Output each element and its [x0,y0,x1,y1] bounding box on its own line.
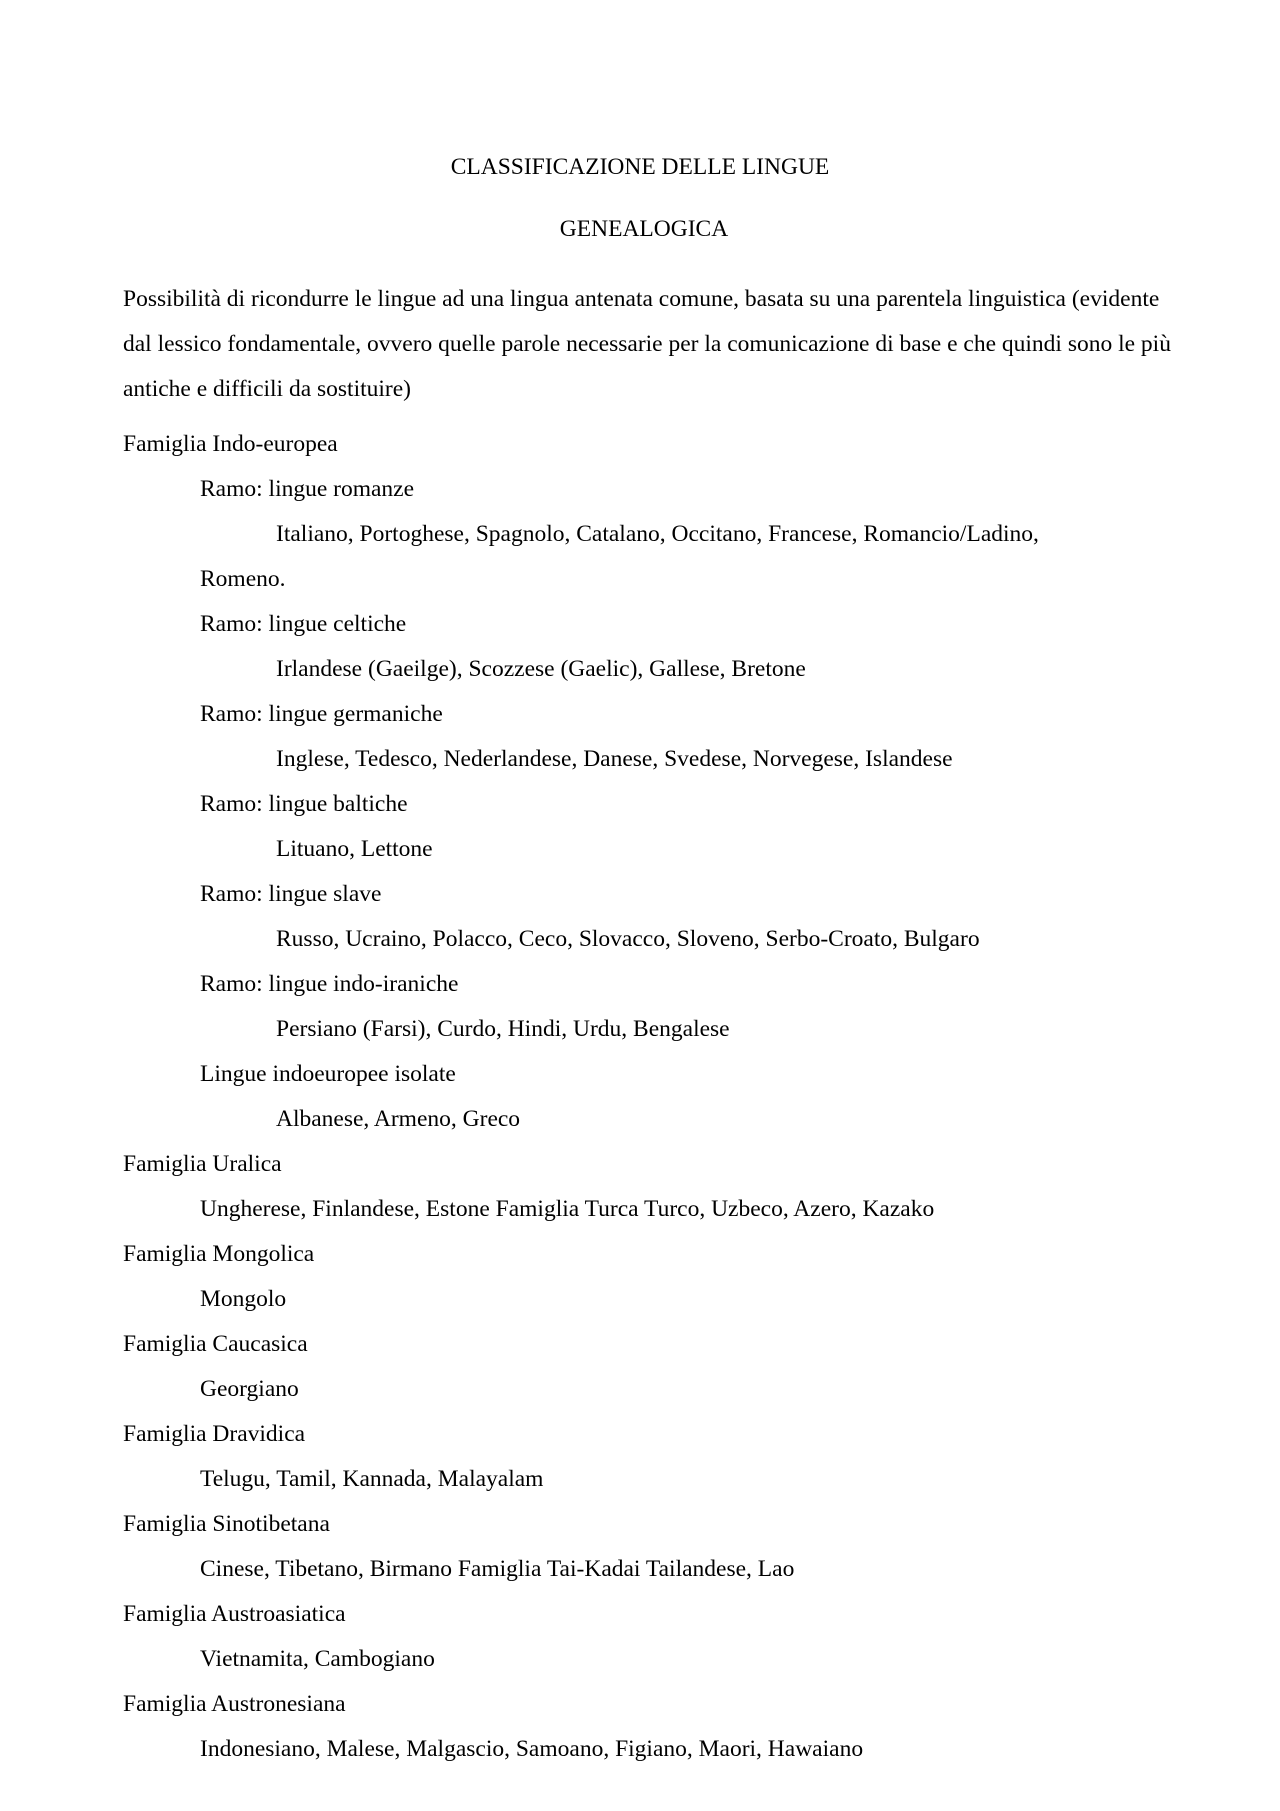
language-list: Telugu, Tamil, Kannada, Malayalam [200,1466,544,1492]
branch-heading: Ramo: lingue celtiche [200,611,407,637]
branch-heading: Lingue indoeuropee isolate [200,1061,456,1087]
branch-heading: Ramo: lingue romanze [200,476,415,502]
document-title: CLASSIFICAZIONE DELLE LINGUE [450,154,830,180]
family-heading: Famiglia Dravidica [123,1421,306,1447]
branch-heading: Ramo: lingue indo-iraniche [200,971,459,997]
branch-heading: Ramo: lingue baltiche [200,791,408,817]
language-list: Cinese, Tibetano, Birmano Famiglia Tai-Kadai Tailandese, Lao [200,1556,795,1582]
branch-heading: Ramo: lingue germaniche [200,701,443,727]
family-heading: Famiglia Austroasiatica [123,1601,346,1627]
intro-paragraph: Possibilità di ricondurre le lingue ad una lingua antenata comune, basata su una parentela linguistica (evidente dal lessico fondamentale, ovvero quelle parole necessarie per la comunicazione di base e che quindi sono le più antiche e difficili da sostituire) [123,286,1171,402]
language-list: Mongolo [200,1286,287,1312]
family-heading: Famiglia Uralica [123,1151,282,1177]
language-list: Italiano, Portoghese, Spagnolo, Catalano, Occitano, Francese, Romancio/Ladino, [276,521,1039,547]
family-heading: Famiglia Mongolica [123,1241,315,1267]
branch-heading: Ramo: lingue slave [200,881,382,907]
family-heading: Famiglia Sinotibetana [123,1511,330,1537]
family-heading: Famiglia Caucasica [123,1331,308,1357]
document-subtitle: GENEALOGICA [559,216,729,242]
family-heading: Famiglia Austronesiana [123,1691,346,1717]
family-heading: Famiglia Indo-europea [123,431,338,457]
language-list: Persiano (Farsi), Curdo, Hindi, Urdu, Bengalese [276,1016,730,1042]
language-list-continuation: Romeno. [200,566,286,592]
language-list: Albanese, Armeno, Greco [276,1106,521,1132]
language-list: Inglese, Tedesco, Nederlandese, Danese, Svedese, Norvegese, Islandese [276,746,953,772]
language-list: Ungherese, Finlandese, Estone Famiglia Turca Turco, Uzbeco, Azero, Kazako [200,1196,935,1222]
language-list: Russo, Ucraino, Polacco, Ceco, Slovacco, Sloveno, Serbo-Croato, Bulgaro [276,926,980,952]
language-list: Indonesiano, Malese, Malgascio, Samoano, Figiano, Maori, Hawaiano [200,1736,864,1762]
language-list: Lituano, Lettone [276,836,433,862]
language-list: Irlandese (Gaeilge), Scozzese (Gaelic), Gallese, Bretone [276,656,806,682]
language-list: Vietnamita, Cambogiano [200,1646,435,1672]
language-list: Georgiano [200,1376,299,1402]
